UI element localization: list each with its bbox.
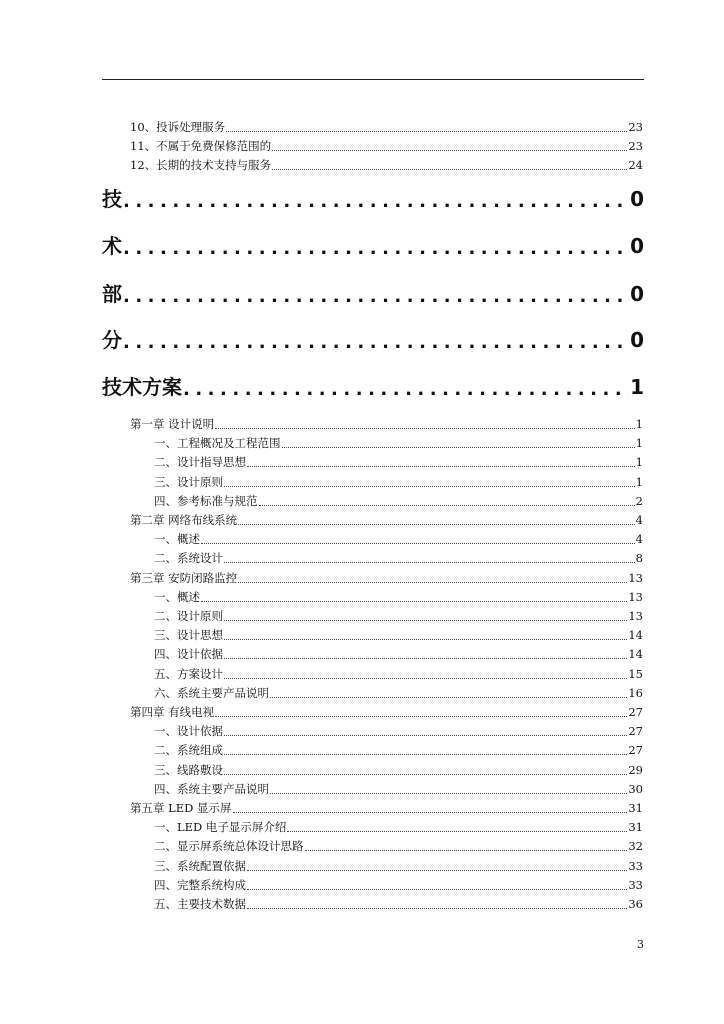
toc-entry-label: 一、设计依据: [154, 724, 223, 738]
dot-leader: [233, 801, 628, 813]
toc-entry-page: 16: [628, 686, 643, 700]
dot-leader: [201, 532, 635, 544]
toc-heading-entry[interactable]: [102, 280, 644, 306]
dot-leader: [224, 667, 627, 679]
toc-entry-label: 术: [102, 234, 122, 258]
dot-leader: [282, 436, 635, 448]
toc-entry-label: 四、完整系统构成: [154, 878, 246, 892]
toc-section-entry[interactable]: [154, 551, 643, 566]
dot-leader: [224, 647, 627, 659]
toc-entry-label: 分: [102, 328, 122, 352]
toc-entry-label: 11、不属于免费保修范围的: [130, 139, 272, 153]
toc-entry[interactable]: [130, 120, 643, 135]
toc-entry-label: 部: [102, 282, 122, 306]
dot-leader: [259, 494, 635, 506]
toc-heading-entry[interactable]: [102, 373, 644, 399]
toc-entry-page: 8: [635, 551, 643, 565]
toc-section-entry[interactable]: [154, 455, 643, 470]
toc-entry-page: 1: [630, 375, 644, 399]
dot-leader: [215, 705, 627, 717]
toc-entry-label: 第二章 网络布线系统: [130, 513, 238, 527]
dot-leader: [183, 379, 629, 399]
toc-entry-label: 一、工程概况及工程范围: [154, 436, 281, 450]
dot-leader: [215, 417, 635, 429]
toc-entry-label: 三、设计思想: [154, 628, 223, 642]
toc-entry-page: 29: [628, 763, 643, 777]
toc-entry-label: 第四章 有线电视: [130, 705, 215, 719]
toc-entry-page: 23: [628, 120, 643, 134]
toc-entry-page: 27: [628, 724, 643, 738]
toc-entry-label: 三、设计原则: [154, 475, 223, 489]
dot-leader: [287, 820, 627, 832]
toc-entry-label: 12、长期的技术支持与服务: [130, 158, 272, 172]
toc-entry-label: 一、LED 电子显示屏介绍: [154, 820, 287, 834]
dot-leader: [201, 590, 627, 602]
toc-section-entry[interactable]: [154, 686, 643, 701]
toc-entry-page: 1: [635, 455, 643, 469]
toc-entry-label: 三、线路敷设: [154, 763, 223, 777]
toc-entry-label: 四、系统主要产品说明: [154, 782, 269, 796]
dot-leader: [247, 878, 627, 890]
toc-entry-page: 0: [630, 187, 644, 211]
toc-section-entry[interactable]: [154, 763, 643, 778]
dot-leader: [224, 628, 627, 640]
toc-entry-label: 六、系统主要产品说明: [154, 686, 269, 700]
toc-entry-label: 第五章 LED 显示屏: [130, 801, 232, 815]
toc-section-entry[interactable]: [154, 859, 643, 874]
dot-leader: [270, 686, 627, 698]
toc-section-entry[interactable]: [154, 590, 643, 605]
page-number: 3: [637, 938, 644, 951]
toc-entry-page: 13: [628, 609, 643, 623]
toc-chapter-entry[interactable]: [130, 705, 643, 720]
toc-section-entry[interactable]: [154, 667, 643, 682]
toc-entry-page: 1: [635, 417, 643, 431]
dot-leader: [123, 191, 629, 211]
toc-entry-page: 4: [635, 532, 643, 546]
toc-entry-label: 二、设计指导思想: [154, 455, 246, 469]
toc-entry-label: 三、系统配置依据: [154, 859, 246, 873]
dot-leader: [238, 571, 627, 583]
toc-section-entry[interactable]: [154, 609, 643, 624]
toc-entry-page: 31: [628, 801, 643, 815]
toc-entry-page: 1: [635, 475, 643, 489]
dot-leader: [272, 158, 627, 170]
toc-entry-page: 23: [628, 139, 643, 153]
toc-entry-page: 13: [628, 590, 643, 604]
toc-entry-label: 四、设计依据: [154, 647, 223, 661]
dot-leader: [224, 551, 635, 563]
toc-entry-page: 0: [630, 328, 644, 352]
toc-entry-label: 五、主要技术数据: [154, 897, 246, 911]
toc-section-entry[interactable]: [154, 782, 643, 797]
dot-leader: [247, 859, 627, 871]
toc-section-entry[interactable]: [154, 532, 643, 547]
toc-entry-label: 技术方案: [102, 375, 182, 399]
dot-leader: [247, 455, 635, 467]
toc-section-entry[interactable]: [154, 647, 643, 662]
toc-section-entry[interactable]: [154, 743, 643, 758]
toc-entry-label: 二、系统设计: [154, 551, 223, 565]
dot-leader: [123, 238, 629, 258]
toc-entry-page: 0: [630, 234, 644, 258]
toc-entry-page: 15: [628, 667, 643, 681]
toc-entry[interactable]: [130, 139, 643, 154]
dot-leader: [272, 139, 627, 151]
toc-entry-page: 1: [635, 436, 643, 450]
toc-section-entry[interactable]: [154, 878, 643, 893]
dot-leader: [224, 475, 635, 487]
toc-entry-page: 27: [628, 705, 643, 719]
toc-entry-page: 0: [630, 282, 644, 306]
dot-leader: [224, 763, 627, 775]
toc-section-entry[interactable]: [154, 436, 643, 451]
toc-entry-label: 二、设计原则: [154, 609, 223, 623]
toc-entry-page: 14: [628, 647, 643, 661]
toc-entry[interactable]: [130, 158, 643, 173]
toc-heading-entry[interactable]: [102, 326, 644, 352]
toc-entry-label: 二、系统组成: [154, 743, 223, 757]
toc-section-entry[interactable]: [154, 628, 643, 643]
dot-leader: [226, 120, 627, 132]
toc-entry-label: 二、显示屏系统总体设计思路: [154, 839, 304, 853]
toc-entry-label: 第三章 安防闭路监控: [130, 571, 238, 585]
toc-entry-page: 33: [628, 878, 643, 892]
dot-leader: [123, 332, 629, 352]
toc-section-entry[interactable]: [154, 724, 643, 739]
toc-entry-page: 14: [628, 628, 643, 642]
toc-entry-label: 一、概述: [154, 590, 200, 604]
dot-leader: [238, 513, 635, 525]
toc-entry-page: 32: [628, 839, 643, 853]
toc-chapter-entry[interactable]: [130, 801, 643, 816]
toc-entry-label: 技: [102, 187, 122, 211]
toc-entry-page: 31: [628, 820, 643, 834]
dot-leader: [224, 724, 627, 736]
toc-section-entry[interactable]: [154, 494, 643, 509]
dot-leader: [224, 743, 627, 755]
toc-entry-label: 四、参考标准与规范: [154, 494, 258, 508]
dot-leader: [123, 286, 629, 306]
toc-chapter-entry[interactable]: [130, 513, 643, 528]
toc-chapter-entry[interactable]: [130, 417, 643, 432]
toc-chapter-entry[interactable]: [130, 571, 643, 586]
toc-entry-page: 2: [635, 494, 643, 508]
dot-leader: [247, 897, 627, 909]
toc-entry-page: 33: [628, 859, 643, 873]
toc-entry-label: 一、概述: [154, 532, 200, 546]
toc-section-entry[interactable]: [154, 820, 643, 835]
toc-heading-entry[interactable]: [102, 185, 644, 211]
toc-entry-page: 30: [628, 782, 643, 796]
dot-leader: [305, 839, 628, 851]
toc-entry-page: 27: [628, 743, 643, 757]
toc-section-entry[interactable]: [154, 897, 643, 912]
toc-entry-label: 第一章 设计说明: [130, 417, 215, 431]
toc-section-entry[interactable]: [154, 839, 643, 854]
toc-section-entry[interactable]: [154, 475, 643, 490]
toc-entry-page: 13: [628, 571, 643, 585]
header-rule: [102, 79, 644, 80]
dot-leader: [224, 609, 627, 621]
toc-entry-page: 4: [635, 513, 643, 527]
toc-heading-entry[interactable]: [102, 232, 644, 258]
toc-entry-page: 36: [628, 897, 643, 911]
toc-entry-label: 10、投诉处理服务: [130, 120, 226, 134]
toc-entry-label: 五、方案设计: [154, 667, 223, 681]
dot-leader: [270, 782, 627, 794]
toc-entry-page: 24: [628, 158, 643, 172]
